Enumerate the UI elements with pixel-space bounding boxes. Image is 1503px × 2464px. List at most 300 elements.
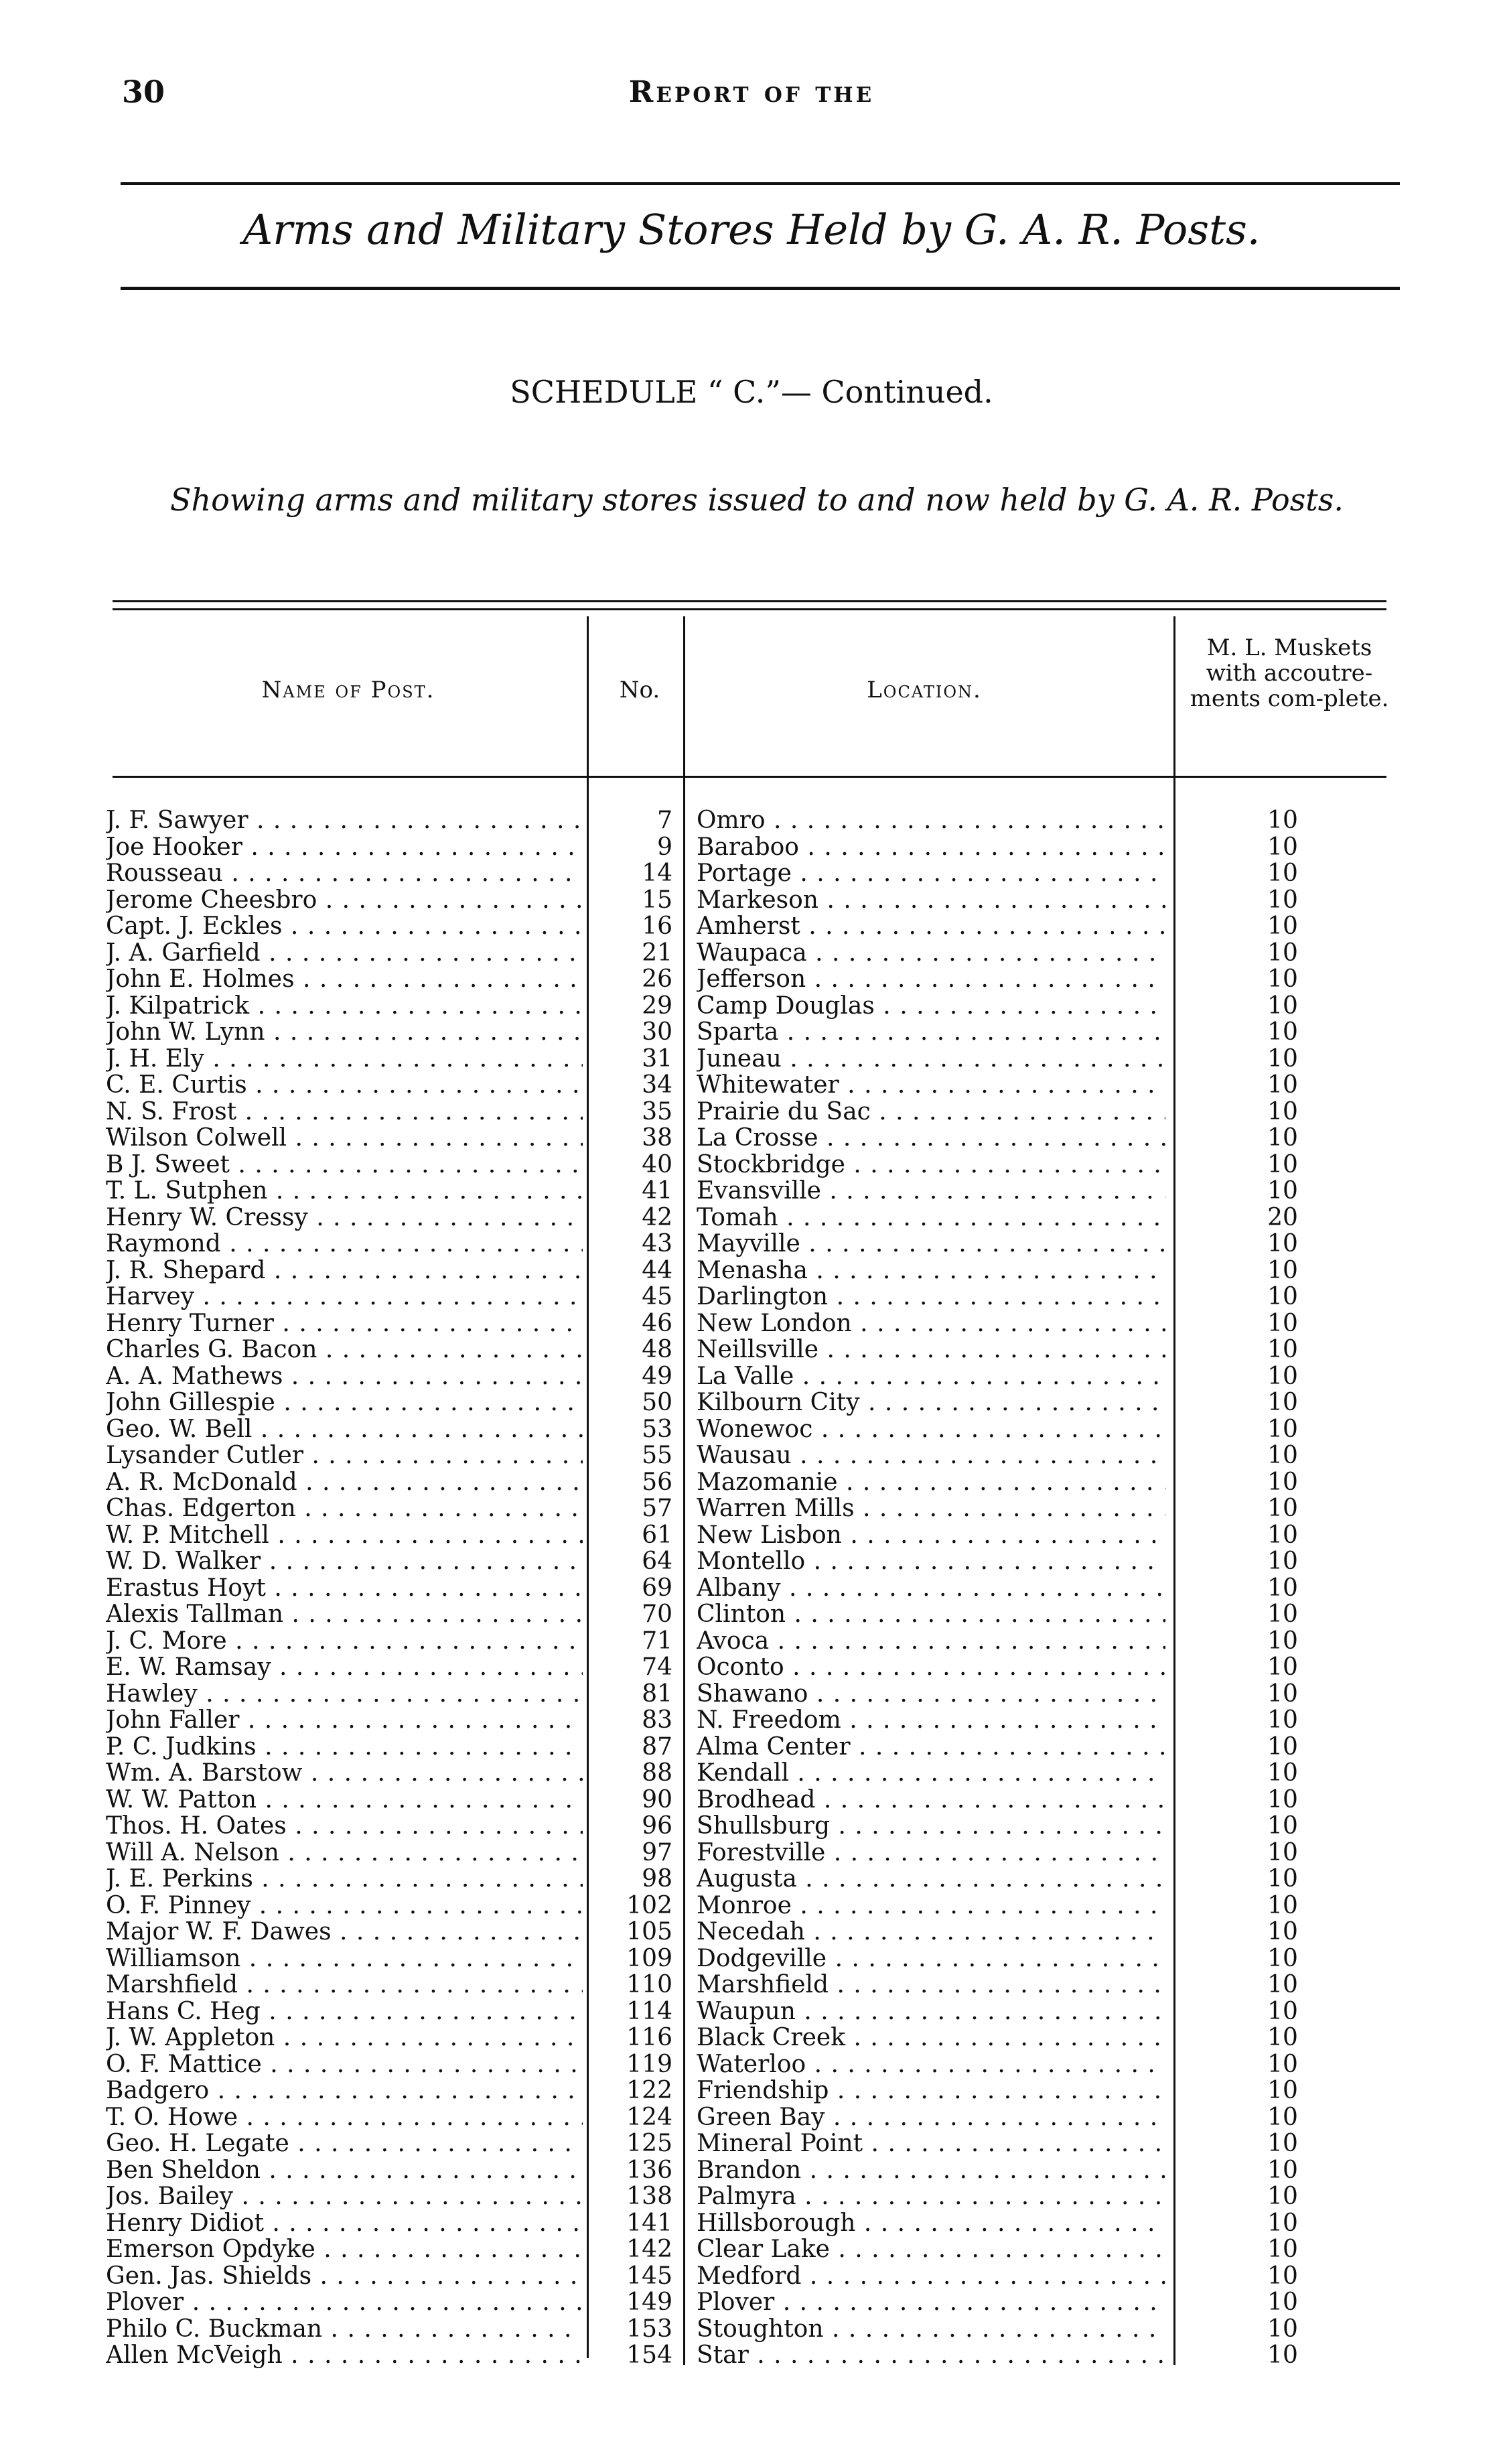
musket-count: 10 [1267,807,1298,834]
post-number: 26 [642,965,672,993]
post-number: 57 [642,1495,672,1522]
musket-count: 10 [1267,1071,1298,1099]
musket-count: 10 [1267,2103,1298,2131]
table-row [0,913,1503,940]
musket-count: 10 [1267,1362,1298,1390]
post-location: Green Bay . . . [697,2104,1165,2131]
post-number: 88 [642,1759,672,1787]
table-row [0,1840,1503,1866]
post-location: Palmyra . . . [697,2183,1165,2210]
post-number: 96 [642,1812,672,1840]
post-number: 41 [642,1177,672,1205]
post-number: 154 [626,2341,672,2369]
header-bottom-rule [113,776,1386,778]
table-row [0,940,1503,967]
table-row [0,1152,1503,1178]
post-name: W. P. Mitchell . . . [106,1522,583,1549]
column-header-name: Name of Post. [261,677,435,703]
table-row [0,1099,1503,1125]
post-name: Ben Sheldon . . . [106,2157,583,2184]
schedule-subtitle: Showing arms and military stores issued to and now held by G. A. R. Posts. [169,482,1344,518]
post-number: 153 [626,2315,672,2343]
musket-count: 10 [1267,2077,1298,2104]
post-number: 21 [642,939,672,967]
post-name: Hawley . . . [106,1681,583,1708]
musket-count: 10 [1267,1706,1298,1734]
post-number: 105 [626,1918,672,1945]
schedule-heading: SCHEDULE “ C.”— Continued. [510,374,993,410]
musket-count: 10 [1267,2209,1298,2237]
post-location: N. Freedom . . . [697,1707,1165,1734]
post-number: 122 [626,2077,672,2104]
column-header-location: Location. [867,677,982,703]
musket-count: 10 [1267,1997,1298,2025]
post-location: Stoughton . . . [697,2316,1165,2343]
post-name: J. Kilpatrick . . . [106,993,583,1020]
post-location: New Lisbon . . . [697,1522,1165,1549]
table-row [0,2316,1503,2343]
table-row [0,1628,1503,1655]
musket-count: 10 [1267,1891,1298,1919]
post-location: New London . . . [697,1310,1165,1337]
post-name: Chas. Edgerton . . . [106,1495,583,1522]
post-location: Neillsville . . . [697,1337,1165,1363]
musket-count: 10 [1267,2262,1298,2290]
post-name: T. O. Howe . . . [106,2104,583,2131]
table-row [0,1284,1503,1310]
post-location: Brandon . . . [697,2157,1165,2184]
post-location: Montello . . . [697,1548,1165,1575]
post-name: J. W. Appleton . . . [106,2025,583,2051]
post-number: 14 [642,860,672,887]
post-location: Mayville . . . [697,1231,1165,1257]
table-row [0,2025,1503,2051]
table-row [0,1416,1503,1443]
musket-count: 10 [1267,2341,1298,2369]
post-number: 109 [626,1944,672,1972]
table-row [0,1337,1503,1363]
table-row [0,2342,1503,2369]
post-number: 50 [642,1389,672,1416]
table-row [0,1760,1503,1787]
table-row [0,1998,1503,2025]
post-name: E. W. Ramsay . . . [106,1654,583,1681]
musket-count: 10 [1267,860,1298,887]
post-location: Waterloo . . . [697,2051,1165,2078]
post-number: 7 [657,807,672,834]
post-name: Philo C. Buckman . . . [106,2316,583,2343]
table-row [0,2183,1503,2210]
post-location: Clinton . . . [697,1601,1165,1628]
post-number: 44 [642,1256,672,1284]
post-location: Markeson . . . [697,887,1165,914]
table-row [0,1601,1503,1628]
post-location: Monroe . . . [697,1893,1165,1919]
musket-count: 10 [1267,1865,1298,1893]
post-name: Marshfield . . . [106,1972,583,1998]
table-row [0,834,1503,861]
musket-count: 10 [1267,1918,1298,1945]
post-name: A. A. Mathews . . . [106,1363,583,1390]
musket-count: 10 [1267,1732,1298,1761]
post-number: 138 [626,2183,672,2210]
post-name: Allen McVeigh . . . [106,2342,583,2369]
table-row [0,887,1503,914]
post-number: 55 [642,1442,672,1469]
post-number: 110 [626,1971,672,1998]
musket-count: 10 [1267,965,1298,993]
table-row [0,1919,1503,1945]
post-name: Wm. A. Barstow . . . [106,1760,583,1787]
musket-count: 10 [1267,2050,1298,2078]
musket-count: 10 [1267,2130,1298,2157]
musket-count: 10 [1267,1018,1298,1046]
post-location: Dodgeville . . . [697,1945,1165,1972]
post-number: 49 [642,1362,672,1390]
musket-count: 10 [1267,1336,1298,1363]
post-name: Alexis Tallman . . . [106,1601,583,1628]
musket-count: 20 [1267,1203,1298,1231]
table-row [0,1310,1503,1337]
musket-count: 10 [1267,2183,1298,2210]
post-name: Emerson Opdyke . . . [106,2236,583,2263]
title-top-rule [121,182,1400,185]
musket-count: 10 [1267,1838,1298,1866]
post-name: Henry Didiot . . . [106,2210,583,2237]
musket-count: 10 [1267,1785,1298,1813]
musket-count: 10 [1267,1150,1298,1178]
post-name: Plover . . . [106,2289,583,2316]
table-row [0,1231,1503,1257]
post-location: Kilbourn City . . . [697,1389,1165,1416]
post-number: 15 [642,886,672,914]
table-row [0,2263,1503,2290]
table-row [0,1866,1503,1893]
table-row [0,1893,1503,1919]
post-location: Warren Mills . . . [697,1495,1165,1522]
post-number: 70 [642,1600,672,1628]
post-location: Brodhead . . . [697,1787,1165,1813]
table-row [0,993,1503,1020]
post-number: 124 [626,2103,672,2131]
post-number: 97 [642,1838,672,1866]
post-location: Kendall . . . [697,1760,1165,1787]
musket-count: 10 [1267,1230,1298,1257]
musket-count: 10 [1267,1680,1298,1708]
post-number: 83 [642,1706,672,1734]
post-name: Geo. H. Legate . . . [106,2130,583,2157]
post-number: 90 [642,1785,672,1813]
table-row [0,1019,1503,1046]
post-number: 69 [642,1574,672,1602]
page-title: Arms and Military Stores Held by G. A. R. Posts. [242,205,1261,254]
post-location: Evansville . . . [697,1178,1165,1205]
post-location: Jefferson . . . [697,966,1165,993]
table-row [0,1178,1503,1205]
post-name: Badgero . . . [106,2077,583,2104]
musket-count: 10 [1267,2156,1298,2184]
post-location: Tomah . . . [697,1205,1165,1231]
post-name: W. D. Walker . . . [106,1548,583,1575]
post-location: Waupaca . . . [697,940,1165,967]
post-location: Forestville . . . [697,1840,1165,1866]
musket-count: 10 [1267,1548,1298,1575]
page-number: 30 [122,74,165,110]
post-location: Menasha . . . [697,1257,1165,1284]
post-number: 35 [642,1097,672,1125]
post-number: 87 [642,1732,672,1761]
post-location: Portage . . . [697,860,1165,887]
table-row [0,1205,1503,1231]
post-location: Prairie du Sac . . . [697,1099,1165,1125]
musket-count: 10 [1267,1415,1298,1443]
table-row [0,1363,1503,1390]
table-row [0,1972,1503,1998]
post-location: Wausau . . . [697,1442,1165,1469]
post-name: J. E. Perkins . . . [106,1866,583,1893]
musket-count: 10 [1267,1812,1298,1840]
post-name: Jerome Cheesbro . . . [106,887,583,914]
post-number: 149 [626,2288,672,2316]
musket-count: 10 [1267,1097,1298,1125]
post-name: J. A. Garfield . . . [106,940,583,967]
table-row [0,2289,1503,2316]
post-name: W. W. Patton . . . [106,1787,583,1813]
musket-count: 10 [1267,1442,1298,1469]
post-name: John Gillespie . . . [106,1389,583,1416]
musket-count: 10 [1267,991,1298,1020]
post-name: J. H. Ely . . . [106,1046,583,1073]
table-row [0,966,1503,993]
post-location: Mazomanie . . . [697,1469,1165,1496]
post-location: La Crosse . . . [697,1125,1165,1152]
post-name: N. S. Frost . . . [106,1099,583,1125]
post-location: Darlington . . . [697,1284,1165,1310]
post-number: 81 [642,1680,672,1708]
table-row [0,860,1503,887]
post-number: 9 [657,833,672,861]
post-number: 42 [642,1203,672,1231]
post-location: Shawano . . . [697,1681,1165,1708]
post-name: John E. Holmes . . . [106,966,583,993]
column-header-muskets: M. L. Muskets with accoutre-ments com-plete. [1190,634,1389,712]
table-row [0,1125,1503,1152]
table-top-rule-1 [113,600,1386,602]
post-number: 38 [642,1124,672,1152]
table-row [0,1681,1503,1708]
post-number: 125 [626,2130,672,2157]
post-location: Oconto . . . [697,1654,1165,1681]
post-number: 31 [642,1044,672,1073]
musket-count: 10 [1267,1256,1298,1284]
post-location: Marshfield . . . [697,1972,1165,1998]
post-number: 119 [626,2050,672,2078]
post-name: Harvey . . . [106,1284,583,1310]
table-row [0,1442,1503,1469]
post-name: Gen. Jas. Shields . . . [106,2263,583,2290]
post-name: B J. Sweet . . . [106,1152,583,1178]
post-number: 29 [642,991,672,1020]
post-name: Joe Hooker . . . [106,834,583,861]
musket-count: 10 [1267,2315,1298,2343]
musket-count: 10 [1267,886,1298,914]
post-name: C. E. Curtis . . . [106,1072,583,1099]
table-row [0,2104,1503,2131]
musket-count: 10 [1267,1971,1298,1998]
table-row [0,2236,1503,2263]
column-header-no: No. [619,677,660,703]
post-number: 116 [626,2024,672,2051]
post-location: Sparta . . . [697,1019,1165,1046]
post-number: 102 [626,1891,672,1919]
post-name: Wilson Colwell . . . [106,1125,583,1152]
post-name: Rousseau . . . [106,860,583,887]
post-location: Necedah . . . [697,1919,1165,1945]
table-row [0,2051,1503,2078]
post-location: Camp Douglas . . . [697,993,1165,1020]
post-number: 136 [626,2156,672,2184]
post-location: Star . . . [697,2342,1165,2369]
musket-count: 10 [1267,1495,1298,1522]
post-location: Whitewater . . . [697,1072,1165,1099]
post-location: Clear Lake . . . [697,2236,1165,2263]
musket-count: 10 [1267,1468,1298,1496]
table-row [0,1522,1503,1549]
post-name: J. C. More . . . [106,1628,583,1655]
table-row [0,1945,1503,1972]
post-number: 43 [642,1230,672,1257]
post-location: Albany . . . [697,1575,1165,1602]
post-name: P. C. Judkins . . . [106,1734,583,1761]
table-row [0,1787,1503,1813]
post-name: A. R. McDonald . . . [106,1469,583,1496]
post-location: Avoca . . . [697,1628,1165,1655]
post-location: Omro . . . [697,807,1165,834]
post-name: Will A. Nelson . . . [106,1840,583,1866]
post-location: Friendship . . . [697,2077,1165,2104]
post-number: 142 [626,2236,672,2263]
table-row [0,2157,1503,2184]
table-row [0,1707,1503,1734]
post-location: Baraboo . . . [697,834,1165,861]
post-number: 46 [642,1309,672,1337]
musket-count: 10 [1267,939,1298,967]
post-name: Henry W. Cressy . . . [106,1205,583,1231]
table-row [0,1046,1503,1073]
post-location: Black Creek . . . [697,2025,1165,2051]
table-row [0,1469,1503,1496]
post-name: Geo. W. Bell . . . [106,1416,583,1443]
post-name: Henry Turner . . . [106,1310,583,1337]
post-number: 145 [626,2262,672,2290]
post-location: Mineral Point . . . [697,2130,1165,2157]
post-location: Stockbridge . . . [697,1152,1165,1178]
post-number: 56 [642,1468,672,1496]
running-head: Report of the [628,75,875,109]
musket-count: 10 [1267,1309,1298,1337]
post-name: T. L. Sutphen . . . [106,1178,583,1205]
post-name: Erastus Hoyt . . . [106,1575,583,1602]
musket-count: 10 [1267,2024,1298,2051]
post-location: Shullsburg . . . [697,1813,1165,1840]
post-name: Raymond . . . [106,1231,583,1257]
table-row [0,2077,1503,2104]
post-name: O. F. Pinney . . . [106,1893,583,1919]
musket-count: 10 [1267,1944,1298,1972]
musket-count: 10 [1267,833,1298,861]
table-row [0,1654,1503,1681]
post-location: Medford . . . [697,2263,1165,2290]
post-name: J. F. Sawyer . . . [106,807,583,834]
post-location: Wonewoc . . . [697,1416,1165,1443]
post-number: 48 [642,1336,672,1363]
musket-count: 10 [1267,2288,1298,2316]
post-number: 34 [642,1071,672,1099]
table-row [0,2130,1503,2157]
musket-count: 10 [1267,1044,1298,1073]
musket-count: 10 [1267,1177,1298,1205]
musket-count: 10 [1267,912,1298,940]
musket-count: 10 [1267,2236,1298,2263]
post-list [0,807,1503,2369]
title-bottom-rule [121,287,1400,290]
post-location: La Valle . . . [697,1363,1165,1390]
post-number: 16 [642,912,672,940]
table-row [0,1575,1503,1602]
post-name: John W. Lynn . . . [106,1019,583,1046]
table-row [0,1548,1503,1575]
musket-count: 10 [1267,1283,1298,1310]
post-location: Juneau . . . [697,1046,1165,1073]
post-location: Waupun . . . [697,1998,1165,2025]
table-row [0,1734,1503,1761]
musket-count: 10 [1267,1521,1298,1549]
post-number: 53 [642,1415,672,1443]
table-row [0,807,1503,834]
post-name: John Faller . . . [106,1707,583,1734]
table-row [0,1072,1503,1099]
musket-count: 10 [1267,1627,1298,1655]
musket-count: 10 [1267,1653,1298,1681]
post-number: 45 [642,1283,672,1310]
post-location: Plover . . . [697,2289,1165,2316]
post-name: Thos. H. Oates . . . [106,1813,583,1840]
table-top-rule-2 [113,608,1386,610]
post-location: Amherst . . . [697,913,1165,940]
musket-count: 10 [1267,1759,1298,1787]
musket-count: 10 [1267,1389,1298,1416]
post-number: 141 [626,2209,672,2237]
post-number: 98 [642,1865,672,1893]
post-location: Hillsborough . . . [697,2210,1165,2237]
post-number: 40 [642,1150,672,1178]
musket-count: 10 [1267,1124,1298,1152]
musket-count: 10 [1267,1600,1298,1628]
post-number: 114 [626,1997,672,2025]
post-number: 61 [642,1521,672,1549]
post-name: J. R. Shepard . . . [106,1257,583,1284]
post-name: Major W. F. Dawes . . . [106,1919,583,1945]
post-location: Augusta . . . [697,1866,1165,1893]
post-number: 74 [642,1653,672,1681]
post-number: 64 [642,1548,672,1575]
post-name: Charles G. Bacon . . . [106,1337,583,1363]
table-row [0,1257,1503,1284]
post-number: 71 [642,1627,672,1655]
post-name: O. F. Mattice . . . [106,2051,583,2078]
table-row [0,1389,1503,1416]
table-row [0,1495,1503,1522]
